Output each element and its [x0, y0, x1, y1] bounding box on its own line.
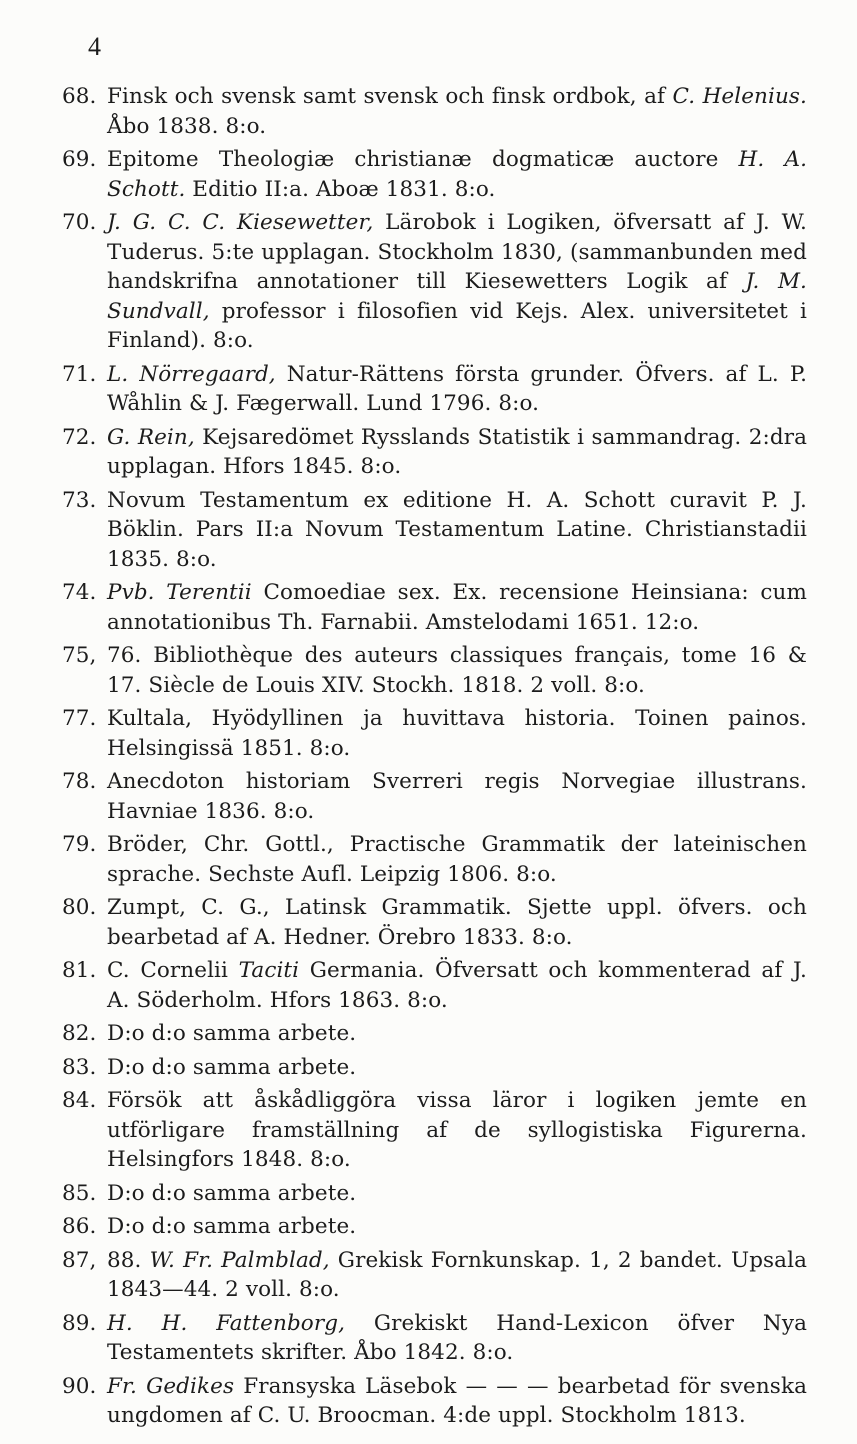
entry-number: 82. [62, 1021, 97, 1046]
entry-author-italic: H. H. Fattenborg, [107, 1310, 346, 1336]
entry-number: 69. [62, 147, 97, 172]
entry-text-segment: professor i filosofien vid Kejs. Alex. universitetet i Finland). 8:o. [107, 298, 807, 353]
entry-number: 78. [62, 769, 97, 794]
catalogue-entry [0, 1309, 857, 1368]
entry-text-segment: D:o d:o samma arbete. [107, 1214, 357, 1239]
entry-text-segment: C. Cornelii [107, 958, 239, 983]
entry-text-segment: Germania. Öfversatt och kommenterad af J. A. Söderholm. Hfors 1863. 8:o. [107, 958, 807, 1013]
entry-text [107, 767, 807, 826]
entry-text-segment: Anecdoton historiam Sverreri regis Norvegiae illustrans. Havniae 1836. 8:o. [107, 769, 807, 824]
catalogue-entry [0, 82, 857, 141]
entry-text [107, 641, 807, 700]
entry-text [107, 208, 807, 356]
catalogue-entry [0, 893, 857, 952]
catalogue-entry [0, 1179, 857, 1209]
catalogue-entry [0, 767, 857, 826]
entry-text-segment: Åbo 1838. 8:o. [107, 113, 267, 139]
catalogue-entry [0, 1019, 857, 1049]
entry-number: 84. [62, 1088, 97, 1113]
entry-text-segment: Fransyska Läsebok — — — bearbetad för svenska ungdomen af C. U. Broocman. 4:de uppl. Stockholm 1813. [107, 1373, 807, 1428]
entry-author-italic: Fr. Gedikes [107, 1373, 235, 1399]
catalogue-entry [0, 423, 857, 482]
catalogue-entry [0, 956, 857, 1015]
page-number: 4 [88, 32, 101, 61]
entry-text-segment: Grekiskt Hand-Lexicon öfver Nya Testamentets skrifter. Åbo 1842. 8:o. [107, 1310, 808, 1365]
entry-text [107, 1212, 807, 1242]
entry-text-segment: 76. Bibliothèque des auteurs classiques français, tome 16 & 17. Siècle de Louis XIV. Stockh. 1818. 2 voll. 8:o. [107, 643, 807, 698]
entry-text [107, 893, 807, 952]
entry-number: 79. [62, 832, 97, 857]
entry-text [107, 578, 807, 637]
entry-text-segment: Editio II:a. Aboæ 1831. 8:o. [185, 176, 496, 202]
entry-number: 72. [62, 424, 97, 450]
entry-text [107, 830, 807, 889]
entry-number: 80. [62, 895, 97, 920]
entry-text-segment: D:o d:o samma arbete. [107, 1180, 357, 1206]
entry-text-segment: Finsk och svensk samt svensk och finsk ordbok, af [107, 84, 673, 109]
entry-text-segment: Epitome Theologiæ christianæ dogmaticæ auctore [107, 147, 739, 172]
entry-author-italic: G. Rein, [107, 424, 195, 450]
entry-text [107, 1053, 807, 1083]
entry-number: 81. [62, 958, 97, 983]
catalogue-entry-list [0, 82, 857, 1435]
entry-number: 73. [62, 487, 97, 513]
catalogue-entry [0, 1053, 857, 1083]
entry-author-italic: J. G. C. C. Kiesewetter, [107, 210, 374, 235]
entry-author-italic: C. Helenius. [672, 84, 807, 109]
entry-number: 86. [62, 1214, 97, 1239]
entry-text-segment: Grekisk Fornkunskap. 1, 2 bandet. Upsala 1843—44. 2 voll. 8:o. [107, 1247, 807, 1302]
entry-number: 70. [62, 210, 97, 235]
entry-text [107, 704, 807, 763]
entry-text-segment: Lärobok i Logiken, öfversatt af J. W. Tuderus. 5:te upplagan. Stockholm 1830, (sammanbunden med handskrifna annotationer till Kiesewetters Logik af [107, 210, 807, 294]
entry-text [107, 956, 807, 1015]
entry-author-italic: Pvb. Terentii [107, 580, 252, 605]
catalogue-entry [0, 145, 857, 204]
entry-text-segment: 88. [107, 1247, 150, 1273]
entry-text [107, 1019, 807, 1049]
entry-text-segment: D:o d:o samma arbete. [107, 1054, 357, 1080]
entry-text [107, 145, 807, 204]
entry-number: 83. [62, 1054, 97, 1080]
catalogue-entry [0, 486, 857, 575]
catalogue-entry [0, 578, 857, 637]
entry-text-segment: Försök att åskådliggöra vissa läror i logiken jemte en utförligare framställning af de syllogistiska Figurerna. Helsingfors 1848. 8:o. [107, 1088, 807, 1172]
entry-text-segment: Zumpt, C. G., Latinsk Grammatik. Sjette uppl. öfvers. och bearbetad af A. Hedner. Örebro 1833. 8:o. [107, 895, 807, 950]
catalogue-entry [0, 1372, 857, 1431]
entry-text [107, 360, 807, 419]
entry-number: 87, [62, 1247, 97, 1273]
entry-text-segment: Novum Testamentum ex editione H. A. Schott curavit P. J. Böklin. Pars II:a Novum Testamentum Latine. Christianstadii 1835. 8:o. [107, 487, 807, 572]
entry-number: 90. [62, 1373, 97, 1399]
entry-text-segment: Kejsaredömet Rysslands Statistik i sammandrag. 2:dra upplagan. Hfors 1845. 8:o. [107, 424, 807, 479]
entry-text-segment: Natur-Rättens första grunder. Öfvers. af L. P. Wåhlin & J. Fægerwall. Lund 1796. 8:o. [107, 361, 808, 416]
entry-number: 68. [62, 84, 97, 109]
entry-text [107, 1086, 807, 1175]
entry-number: 77. [62, 706, 97, 731]
catalogue-entry [0, 1212, 857, 1242]
catalogue-entry [0, 830, 857, 889]
entry-text-segment: Comoediae sex. Ex. recensione Heinsiana: cum annotationibus Th. Farnabii. Amstelodami 1651. 12:o. [107, 580, 807, 635]
entry-number: 71. [62, 361, 97, 387]
entry-text [107, 1372, 807, 1431]
entry-text [107, 423, 807, 482]
entry-text [107, 82, 807, 141]
entry-number: 74. [62, 580, 97, 605]
catalogue-entry [0, 1086, 857, 1175]
entry-author-italic: Taciti [238, 958, 300, 983]
entry-number: 89. [62, 1310, 97, 1336]
entry-text-segment: D:o d:o samma arbete. [107, 1021, 357, 1046]
catalogue-entry [0, 1246, 857, 1305]
entry-number: 85. [62, 1180, 97, 1206]
entry-author-italic: J. M. Sundvall, [107, 269, 807, 324]
entry-author-italic: L. Nörregaard, [107, 361, 276, 387]
catalogue-entry [0, 641, 857, 700]
catalogue-entry [0, 208, 857, 356]
entry-text-segment: Bröder, Chr. Gottl., Practische Grammatik der lateinischen sprache. Sechste Aufl. Leipzig 1806. 8:o. [107, 832, 807, 887]
entry-text-segment: Kultala, Hyödyllinen ja huvittava historia. Toinen painos. Helsingissä 1851. 8:o. [107, 706, 807, 761]
entry-text [107, 1246, 807, 1305]
entry-text [107, 1179, 807, 1209]
entry-text [107, 486, 807, 575]
entry-text [107, 1309, 807, 1368]
entry-number: 75, [62, 643, 97, 668]
catalogue-entry [0, 704, 857, 763]
catalogue-entry [0, 360, 857, 419]
entry-author-italic: W. Fr. Palmblad, [149, 1247, 330, 1273]
entry-author-italic: H. A. Schott. [107, 147, 808, 202]
